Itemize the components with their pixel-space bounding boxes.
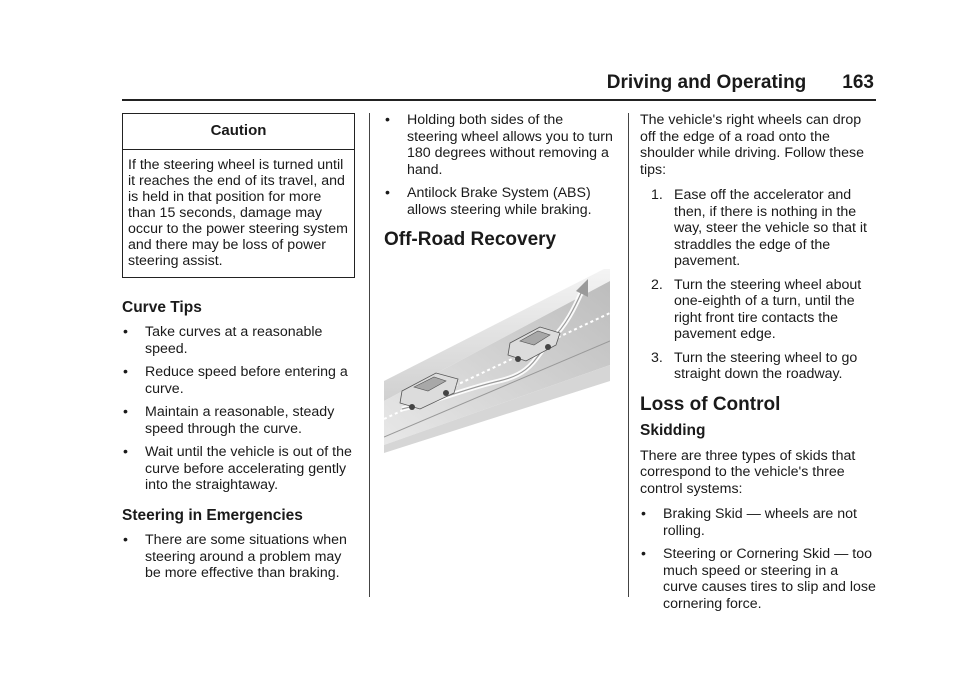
- column-divider: [628, 113, 629, 597]
- list-item: • Maintain a reasonable, steady speed through the curve.: [123, 404, 335, 437]
- list-item: • Braking Skid — wheels are not rolling.: [641, 506, 857, 539]
- list-item: • Steering or Cornering Skid — too much speed or steering in a curve causes tires to slip and lose cornering force.: [641, 546, 876, 612]
- list-item: • Take curves at a reasonable speed.: [123, 324, 323, 357]
- caution-box: [122, 113, 355, 278]
- list-item: • Holding both sides of the steering wheel allows you to turn 180 degrees without removing a hand.: [385, 112, 613, 178]
- loss-of-control-heading: Loss of Control: [640, 393, 781, 415]
- caution-body: If the steering wheel is turned until it reaches the end of its travel, and is held in that position for more than 15 seconds, damage may occur to the power steering system and there may be loss of power steering assist.: [128, 156, 349, 269]
- list-item: • There are some situations when steering around a problem may be more effective than braking.: [123, 532, 347, 581]
- column-2: [384, 112, 616, 457]
- page-number: 163: [842, 72, 874, 93]
- skidding-heading: Skidding: [640, 422, 706, 439]
- offroad-heading: Off-Road Recovery: [384, 229, 557, 250]
- caution-title: Caution: [123, 114, 354, 150]
- skidding-intro: There are three types of skids that correspond to the vehicle's three control systems:: [640, 447, 856, 497]
- list-item: • Antilock Brake System (ABS) allows steering while braking.: [385, 185, 592, 218]
- column-1: [122, 113, 355, 589]
- list-item: 3. Turn the steering wheel to go straight down the roadway.: [651, 349, 858, 382]
- offroad-intro: The vehicle's right wheels can drop off the edge of a road onto the shoulder while driving. Follow these tips:: [640, 112, 864, 178]
- header-rule: [122, 99, 876, 101]
- curve-tips-heading: Curve Tips: [122, 298, 202, 316]
- page-header: [607, 72, 874, 94]
- column-3: [640, 112, 876, 619]
- list-item: 1. Ease off the accelerator and then, if there is nothing in the way, steer the vehicle so that it straddles the edge of the pavement.: [651, 187, 867, 269]
- list-item: • Wait until the vehicle is out of the curve before accelerating gently into the straightaway.: [123, 444, 352, 493]
- list-item: • Reduce speed before entering a curve.: [123, 364, 348, 397]
- list-item: 2. Turn the steering wheel about one-eighth of a turn, until the right front tire contacts the pavement edge.: [651, 276, 862, 342]
- steering-heading: Steering in Emergencies: [122, 506, 303, 524]
- section-title: Driving and Operating: [606, 72, 807, 93]
- column-divider: [369, 113, 370, 597]
- offroad-recovery-illustration: [384, 269, 610, 453]
